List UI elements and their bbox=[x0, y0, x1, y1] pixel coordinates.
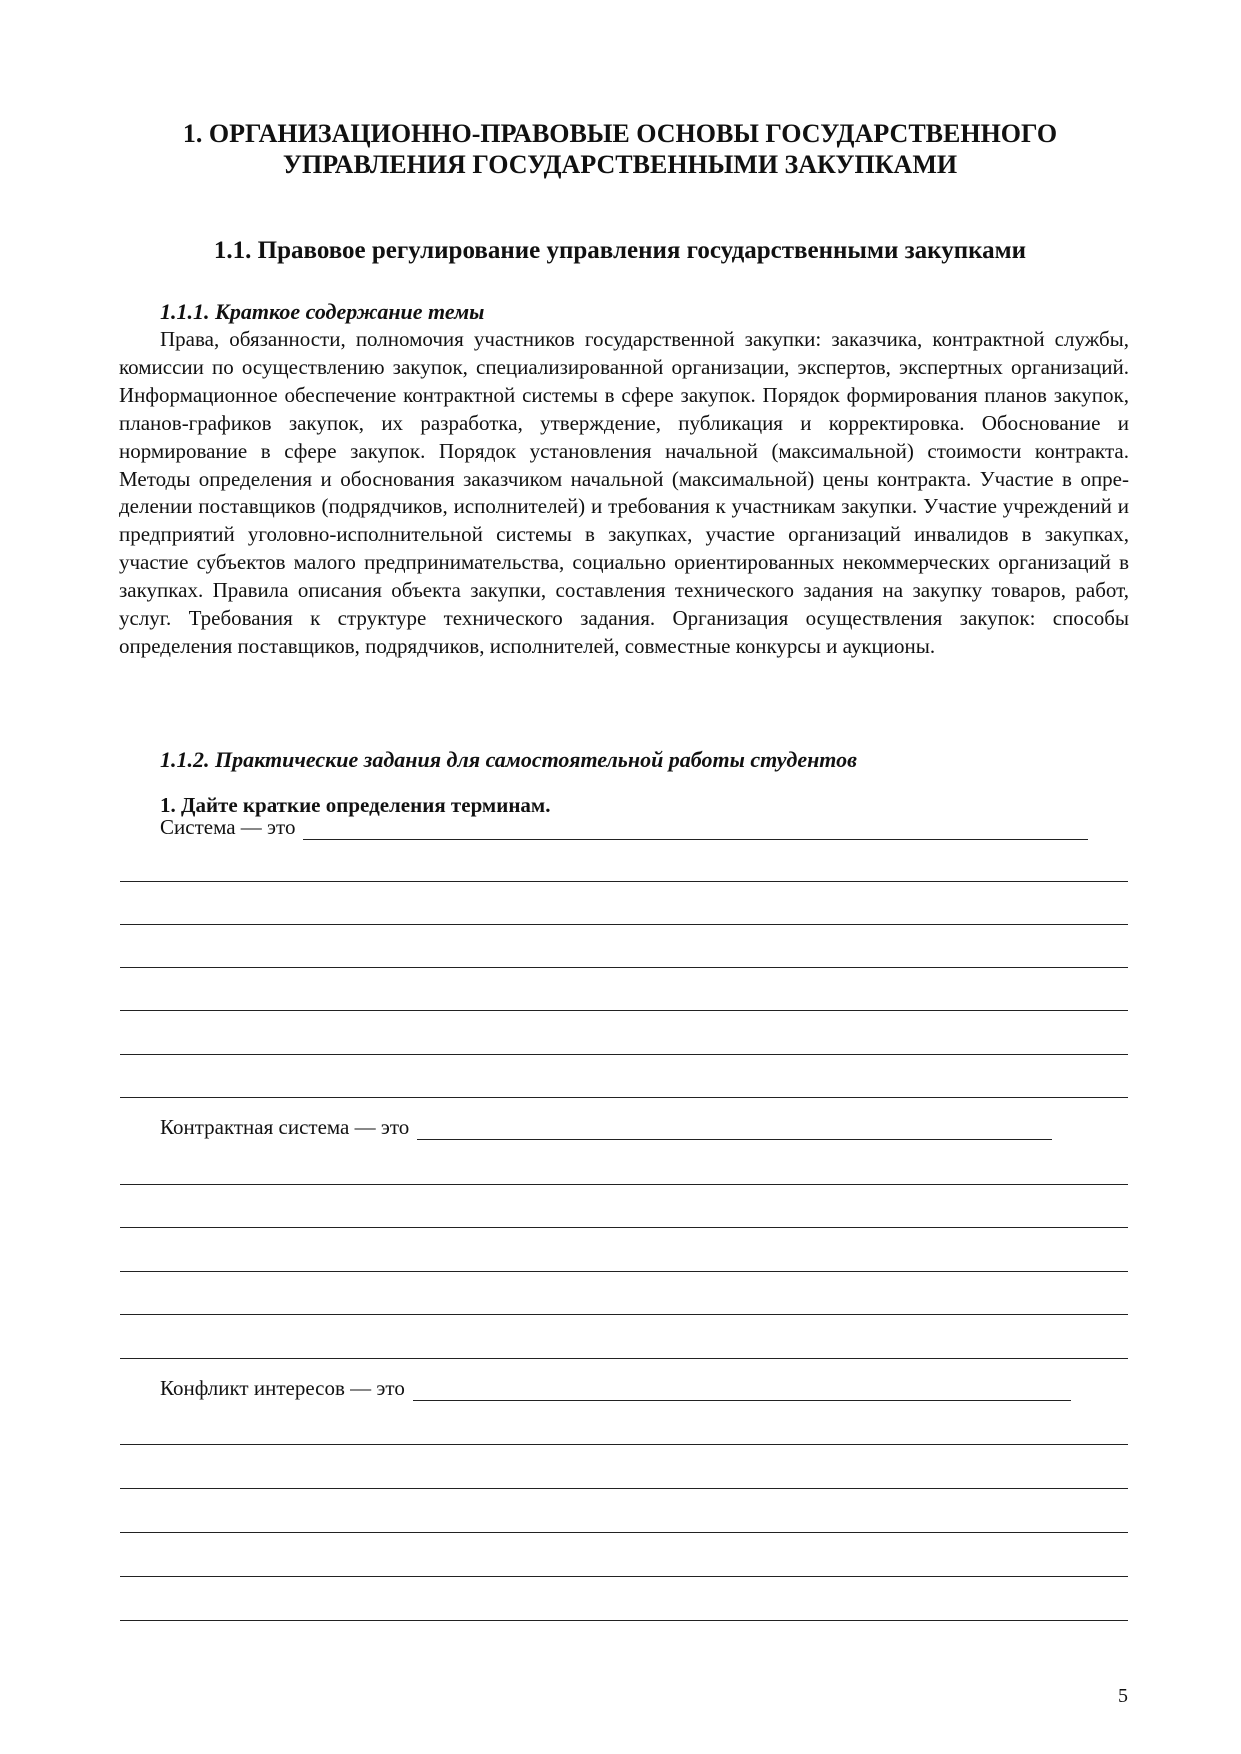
term-row-contract-system bbox=[160, 1115, 1052, 1140]
answer-line[interactable] bbox=[120, 1184, 1128, 1185]
answer-blank[interactable] bbox=[303, 819, 1088, 840]
answer-line[interactable] bbox=[120, 1576, 1128, 1577]
answer-line[interactable] bbox=[120, 1227, 1128, 1228]
answer-line[interactable] bbox=[120, 1314, 1128, 1315]
answer-blank[interactable] bbox=[413, 1380, 1071, 1401]
task-1-heading: 1. Дайте краткие определения терминам. bbox=[160, 793, 551, 817]
answer-line[interactable] bbox=[120, 1620, 1128, 1621]
chapter-title bbox=[110, 118, 1130, 180]
answer-line[interactable] bbox=[120, 924, 1128, 925]
answer-line[interactable] bbox=[120, 1097, 1128, 1098]
answer-line[interactable] bbox=[120, 881, 1128, 882]
term-row-system bbox=[160, 815, 1088, 840]
term-label: Контрактная система — это bbox=[160, 1115, 410, 1139]
answer-line[interactable] bbox=[120, 1488, 1128, 1489]
answer-line[interactable] bbox=[120, 1271, 1128, 1272]
answer-line[interactable] bbox=[120, 1010, 1128, 1011]
answer-line[interactable] bbox=[120, 1444, 1128, 1445]
chapter-title-line-2: УПРАВЛЕНИЯ ГОСУДАРСТВЕННЫМИ ЗАКУПКАМИ bbox=[282, 150, 958, 179]
term-label: Система — это bbox=[160, 815, 296, 839]
tasks-title: 1.1.2. Практические задания для самостоятельной работы студентов bbox=[160, 747, 857, 772]
answer-line[interactable] bbox=[120, 1358, 1128, 1359]
term-label: Конфликт интересов — это bbox=[160, 1376, 405, 1400]
summary-title: 1.1.1. Краткое содержание темы bbox=[160, 299, 485, 324]
term-row-conflict-of-interest bbox=[160, 1376, 1071, 1401]
answer-line[interactable] bbox=[120, 967, 1128, 968]
summary-paragraph: Права, обязанности, полномочия участников государственной закупки: заказчика, контрактной службы, комиссии по осуществлению закупок, специализированной организации, экспертов, экспертных организаций. Информационное обеспечение контрактной системы в сфере закупок. Порядок формирования планов закупок, планов-графиков закупок, их разработка, утверждение, публикация и корректировка. Обоснование и нормирование в сфере закупок. Порядок установления начальной (максимальной) стоимости контракта. Методы определения и обоснования заказчиком начальной (максимальной) цены контракта. Участие в определении поставщиков (подрядчиков, исполнителей) и требования к участникам закупки. Участие учреждений и предприятий уголовно-исполнительной системы в закупках, участие организаций инвалидов в закупках, участие субъектов малого предпринимательства, социально ориентированных некоммерческих организаций в закупках. Правила описания объекта закупки, составления технического задания на закупку товаров, работ, услуг. Требования к структуре технического задания. Организация осуществления закупок: способы определения поставщиков, подрядчиков, исполнителей, совместные конкурсы и аукционы. bbox=[119, 327, 1129, 658]
chapter-title-line-1: 1. ОРГАНИЗАЦИОННО-ПРАВОВЫЕ ОСНОВЫ ГОСУДАРСТВЕННОГО bbox=[182, 119, 1058, 148]
answer-line[interactable] bbox=[120, 1532, 1128, 1533]
section-title: 1.1. Правовое регулирование управления государственными закупками bbox=[213, 237, 1027, 264]
answer-blank[interactable] bbox=[417, 1119, 1052, 1140]
answer-line[interactable] bbox=[120, 1054, 1128, 1055]
page-number: 5 bbox=[1118, 1685, 1128, 1707]
